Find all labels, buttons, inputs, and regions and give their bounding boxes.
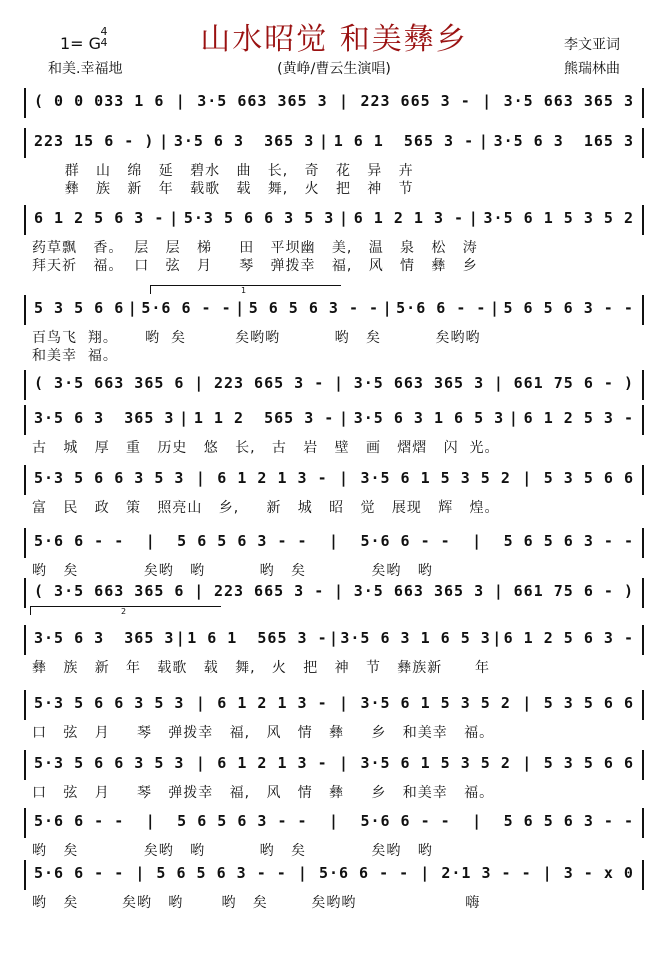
bar-line: | xyxy=(297,864,308,882)
measure: 5·6 6 - - xyxy=(360,532,451,550)
bar-line: | xyxy=(339,92,350,110)
measure-group xyxy=(34,812,634,830)
song-title: 山水昭觉 和美彝乡 xyxy=(200,22,468,57)
score-row xyxy=(24,405,644,435)
measure: 1 6 1 565 3 - xyxy=(333,132,475,150)
bar-line: | xyxy=(492,629,503,647)
bar-line: | xyxy=(339,694,350,712)
bar-line: | xyxy=(478,132,489,150)
bar-line: | xyxy=(339,469,350,487)
bar-line: | xyxy=(169,209,180,227)
measure: 661 75 6 - ) xyxy=(513,374,634,392)
measure: 5 3 5 6 6 xyxy=(543,694,634,712)
measure: 6 1 2 1 3 - xyxy=(217,469,328,487)
measure: 3·5 663 365 3 xyxy=(503,92,634,110)
bar-line: | xyxy=(334,582,345,600)
bar-line: | xyxy=(145,532,156,550)
measure-group xyxy=(34,469,634,487)
measure: 6 1 2 5 6 3 - xyxy=(34,209,165,227)
measure: 3·5 6 3 1 6 5 3 xyxy=(340,629,491,647)
measure: 661 75 6 - ) xyxy=(513,582,634,600)
measure: 6 1 2 1 3 - xyxy=(353,209,465,227)
bar-line: | xyxy=(175,92,186,110)
measure-group xyxy=(34,132,634,150)
measure: ( 3·5 663 365 6 xyxy=(34,374,185,392)
bar-line: | xyxy=(420,864,431,882)
score-row xyxy=(24,465,644,495)
composer-credit: 熊瑞林曲 xyxy=(564,61,620,77)
bar-line: | xyxy=(194,582,205,600)
bar-line: | xyxy=(328,812,340,830)
measure: 3·5 6 3 365 3 xyxy=(34,409,175,427)
measure: 3·5 6 1 5 3 5 2 xyxy=(360,469,511,487)
measure: 1 1 2 565 3 - xyxy=(193,409,335,427)
measure: 3·5 663 365 3 xyxy=(197,92,328,110)
measure: 1 6 1 565 3 - xyxy=(187,629,328,647)
bar-line: | xyxy=(522,469,533,487)
measure-group xyxy=(34,299,634,317)
measure: 223 665 3 - xyxy=(360,92,471,110)
bar-line: | xyxy=(489,299,500,317)
lyric-line: 和美幸 福。 xyxy=(32,348,118,364)
bar-line: | xyxy=(468,209,479,227)
score-row xyxy=(24,88,644,118)
time-signature xyxy=(98,26,110,48)
bar-line: | xyxy=(194,374,205,392)
measure: 5·6 6 - - xyxy=(360,812,451,830)
lyric-line: 百鸟飞 翔。 哟 矣 矣哟哟 哟 矣 矣哟哟 xyxy=(32,330,481,346)
measure: 3·5 6 1 5 3 5 2 xyxy=(483,209,634,227)
bar-line: | xyxy=(339,209,350,227)
lyric-line: 彝 族 新 年 载歌 载 舞, 火 把 神 节 彝族新 年 xyxy=(32,660,491,676)
bar-line: | xyxy=(493,582,504,600)
measure: 6 1 2 1 3 - xyxy=(217,754,328,772)
measure: 5 3 5 6 6 xyxy=(34,299,125,317)
bar-line: | xyxy=(195,754,206,772)
measure: 223 665 3 - xyxy=(213,582,325,600)
measure: 5·6 6 - - xyxy=(34,532,125,550)
measure: 3·5 6 3 365 3 xyxy=(173,132,315,150)
measure: 5·6 6 - - xyxy=(318,864,410,882)
bar-line: | xyxy=(179,409,190,427)
score-row xyxy=(24,750,644,780)
bar-line: | xyxy=(328,629,340,647)
score-row xyxy=(24,808,644,838)
bar-line: | xyxy=(145,812,156,830)
score-row xyxy=(24,860,644,890)
measure: 5 6 5 6 3 - - xyxy=(177,812,308,830)
score-row xyxy=(24,578,644,608)
measure: 5·6 6 - - xyxy=(141,299,232,317)
measure: 223 15 6 - ) xyxy=(34,132,155,150)
measure-group xyxy=(34,864,634,882)
measure-group xyxy=(34,694,634,712)
lyric-line: 药草飘 香。 层 层 梯 田 平坝幽 美, 温 泉 松 涛 xyxy=(32,240,478,256)
measure: 2·1 3 - - xyxy=(441,864,532,882)
bar-line: | xyxy=(175,629,186,647)
lyric-line: 古 城 厚 重 历史 悠 长, 古 岩 壁 画 熠熠 闪 光。 xyxy=(32,440,500,456)
bar-line: | xyxy=(195,469,206,487)
lyric-line: 哟 矣 矣哟 哟 哟 矣 矣哟哟 嗨 xyxy=(32,895,481,911)
measure: 3·5 6 1 5 3 5 2 xyxy=(360,694,511,712)
measure: 3·5 6 3 365 3 xyxy=(34,629,175,647)
bar-line: | xyxy=(135,864,146,882)
lyricist-credit: 李文亚词 xyxy=(564,37,620,53)
measure: 5 6 5 6 3 - - xyxy=(177,532,308,550)
measure: 5 6 5 6 3 - - xyxy=(503,299,634,317)
measure: 6 1 2 5 6 3 - xyxy=(503,629,634,647)
measure: 3·5 6 3 165 3 xyxy=(493,132,634,150)
bar-line: | xyxy=(235,299,246,317)
measure: ( 3·5 663 365 6 xyxy=(34,582,185,600)
bar-line: | xyxy=(482,92,493,110)
lyric-line: 群 山 绵 延 碧水 曲 长, 奇 花 异 卉 xyxy=(32,163,414,179)
measure: 5 3 5 6 6 xyxy=(543,469,634,487)
bar-line: | xyxy=(339,409,350,427)
score-row xyxy=(24,128,644,158)
measure: 5·3 5 6 6 3 5 3 xyxy=(183,209,335,227)
lyric-line: 彝 族 新 年 载歌 载 舞, 火 把 神 节 xyxy=(32,181,414,197)
lyric-line: 富 民 政 策 照亮山 乡, 新 城 昭 觉 展现 辉 煌。 xyxy=(32,500,500,516)
bar-line: | xyxy=(127,299,138,317)
measure-group xyxy=(34,409,634,427)
bar-line: | xyxy=(522,694,533,712)
measure: 6 1 2 5 3 - xyxy=(523,409,634,427)
bar-line: | xyxy=(542,864,553,882)
measure: ( 0 0 033 1 6 xyxy=(34,92,165,110)
score-row xyxy=(24,625,644,655)
measure: 6 1 2 1 3 - xyxy=(217,694,328,712)
measure: 3 - x 0 xyxy=(563,864,634,882)
bar-line: | xyxy=(522,754,533,772)
score-row xyxy=(24,690,644,720)
lyric-line: 口 弦 月 琴 弹拨幸 福, 风 情 彝 乡 和美幸 福。 xyxy=(32,725,495,741)
volta-bracket xyxy=(150,285,341,294)
measure: 5·3 5 6 6 3 5 3 xyxy=(34,754,185,772)
bar-line: | xyxy=(318,132,329,150)
measure: 5 6 5 6 3 - - xyxy=(503,812,634,830)
time-sig-bottom: 4 xyxy=(100,36,108,49)
lyric-line: 哟 矣 矣哟 哟 哟 矣 矣哟 哟 xyxy=(32,563,433,579)
measure-group xyxy=(34,754,634,772)
bar-line: | xyxy=(493,374,504,392)
bar-line: | xyxy=(339,754,350,772)
bar-line: | xyxy=(382,299,393,317)
score-row xyxy=(24,295,644,325)
bar-line: | xyxy=(472,812,483,830)
singers-credit: (黄峥/曹云生演唱) xyxy=(277,61,391,77)
measure-group xyxy=(34,582,634,600)
measure: 3·5 6 1 5 3 5 2 xyxy=(360,754,511,772)
measure: 5 3 5 6 6 xyxy=(543,754,634,772)
measure: 5·6 6 - - xyxy=(34,864,125,882)
measure: 5 6 5 6 3 - - xyxy=(156,864,287,882)
measure: 3·5 663 365 3 xyxy=(353,582,485,600)
measure: 5·3 5 6 6 3 5 3 xyxy=(34,469,185,487)
bar-line: | xyxy=(159,132,170,150)
volta-number: 2 xyxy=(121,607,127,616)
bar-line: | xyxy=(472,532,483,550)
score-row xyxy=(24,205,644,235)
measure: 5 6 5 6 3 - - xyxy=(503,532,634,550)
measure: 3·5 6 3 1 6 5 3 xyxy=(353,409,505,427)
measure: 223 665 3 - xyxy=(213,374,325,392)
measure-group xyxy=(34,209,634,227)
volta-bracket xyxy=(30,606,221,615)
measure: 5·3 5 6 6 3 5 3 xyxy=(34,694,185,712)
volta-number: 1 xyxy=(241,286,247,295)
lyric-line: 拜天祈 福。 口 弦 月 琴 弹拨幸 福, 风 情 彝 乡 xyxy=(32,258,478,274)
tempo-style: 和美.幸福地 xyxy=(48,61,123,77)
measure-group xyxy=(34,629,634,647)
score-row xyxy=(24,528,644,558)
bar-line: | xyxy=(328,532,340,550)
key-signature: 1= G xyxy=(60,34,102,53)
bar-line: | xyxy=(195,694,206,712)
measure-group xyxy=(34,532,634,550)
measure: 5·6 6 - - xyxy=(34,812,125,830)
time-sig-top: 4 xyxy=(100,25,108,38)
bar-line: | xyxy=(334,374,345,392)
score-row xyxy=(24,370,644,400)
bar-line: | xyxy=(508,409,519,427)
measure-group xyxy=(34,374,634,392)
measure-group xyxy=(34,92,634,110)
measure: 5 6 5 6 3 - - xyxy=(248,299,380,317)
lyric-line: 口 弦 月 琴 弹拨幸 福, 风 情 彝 乡 和美幸 福。 xyxy=(32,785,495,801)
lyric-line: 哟 矣 矣哟 哟 哟 矣 矣哟 哟 xyxy=(32,843,433,859)
measure: 5·6 6 - - xyxy=(396,299,487,317)
measure: 3·5 663 365 3 xyxy=(353,374,485,392)
